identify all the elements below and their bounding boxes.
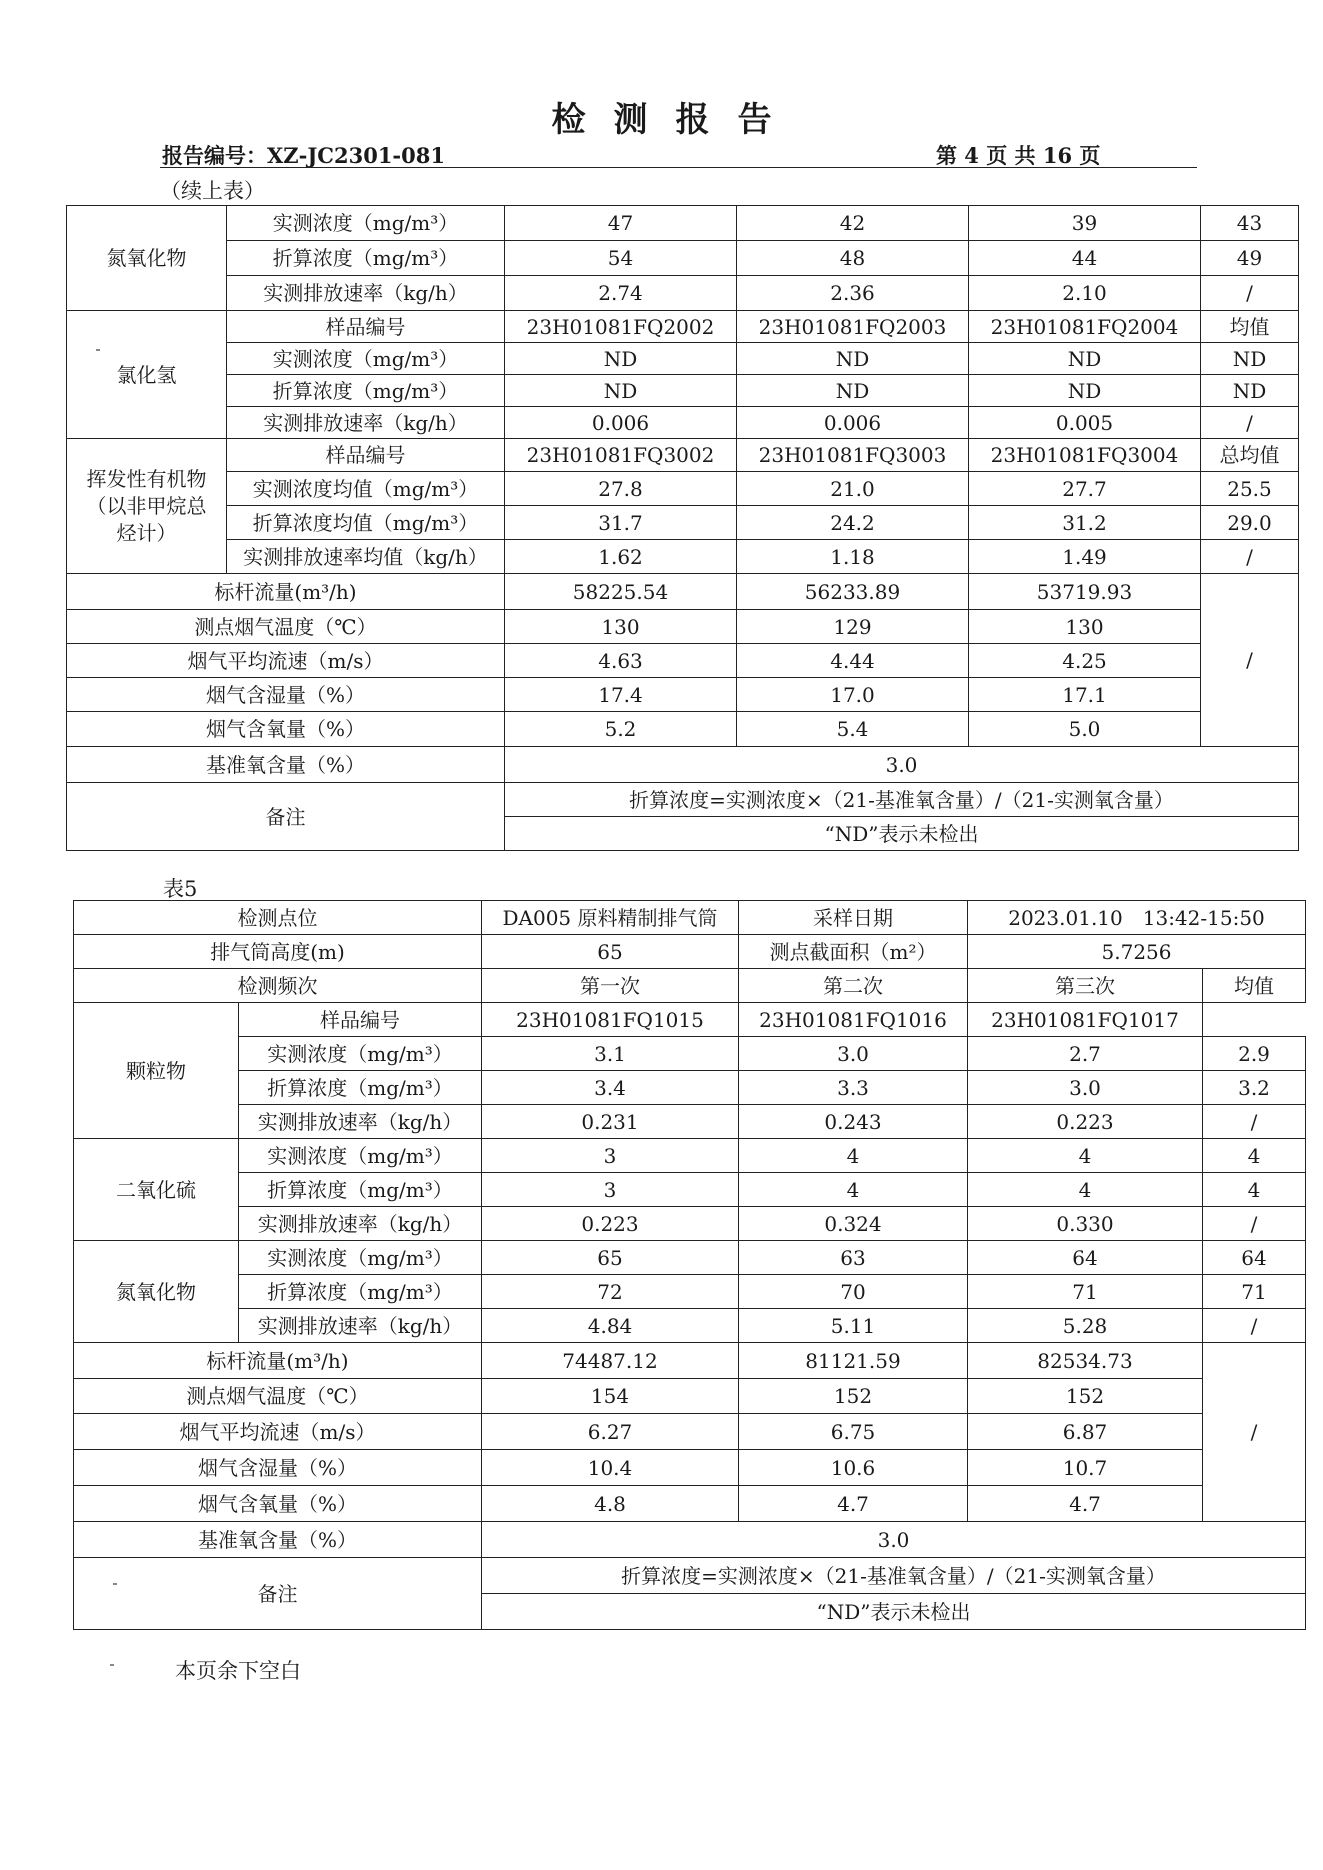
row-label: 实测排放速率（kg/h） xyxy=(239,1105,482,1139)
row-label: 折算浓度（mg/m³） xyxy=(227,241,505,276)
cell: 总均值 xyxy=(1201,439,1299,472)
cell: 42 xyxy=(737,206,969,241)
row-label: 测点烟气温度（℃） xyxy=(74,1379,482,1414)
nox-section xyxy=(74,1241,1306,1343)
continued-label: （续上表） xyxy=(160,179,265,203)
cell: 31.2 xyxy=(969,506,1201,540)
remark-formula: 折算浓度=实测浓度×（21-基准氧含量）/（21-实测氧含量） xyxy=(505,783,1299,817)
cell: 0.006 xyxy=(505,407,737,439)
cell: ND xyxy=(737,375,969,407)
cell: 49 xyxy=(1201,241,1299,276)
height-label: 排气筒高度(m) xyxy=(74,935,482,969)
cell: 3 xyxy=(482,1173,739,1207)
cell: 5.11 xyxy=(739,1309,968,1343)
cell: 1.49 xyxy=(969,540,1201,574)
cell: 4.7 xyxy=(739,1486,968,1522)
avg-cell: / xyxy=(1203,1343,1306,1522)
group-label: 氮氧化物 xyxy=(67,206,227,311)
cell: 3 xyxy=(482,1139,739,1173)
cell: 152 xyxy=(739,1379,968,1414)
row-label: 折算浓度均值（mg/m³） xyxy=(227,506,505,540)
cell: 64 xyxy=(968,1241,1203,1275)
cell: 10.4 xyxy=(482,1450,739,1486)
base-o2-label: 基准氧含量（%） xyxy=(74,1522,482,1558)
cell: 4.44 xyxy=(737,644,969,678)
cell: / xyxy=(1201,540,1299,574)
cell: 81121.59 xyxy=(739,1343,968,1379)
cell: 65 xyxy=(482,1241,739,1275)
row-label: 烟气平均流速（m/s） xyxy=(67,644,505,678)
cell: 4 xyxy=(1203,1173,1306,1207)
cell: 74487.12 xyxy=(482,1343,739,1379)
freq-3: 第三次 xyxy=(968,969,1203,1003)
cell: 82534.73 xyxy=(968,1343,1203,1379)
cell: 均值 xyxy=(1201,311,1299,343)
cell: 23H01081FQ2002 xyxy=(505,311,737,343)
point-label: 检测点位 xyxy=(74,901,482,935)
cell: 4 xyxy=(968,1173,1203,1207)
continued-table xyxy=(66,205,1299,851)
scan-speck xyxy=(110,1664,114,1666)
cell: 23H01081FQ3002 xyxy=(505,439,737,472)
cell: 4 xyxy=(739,1173,968,1207)
cell: 17.4 xyxy=(505,678,737,712)
voc-section xyxy=(67,439,1299,574)
group-label: 氯化氢 xyxy=(67,311,227,439)
row-label: 实测浓度（mg/m³） xyxy=(227,206,505,241)
title-char: 告 xyxy=(737,100,772,140)
scan-speck xyxy=(113,1583,117,1585)
cell: 4.25 xyxy=(969,644,1201,678)
cell: 43 xyxy=(1201,206,1299,241)
cell: 2.36 xyxy=(737,276,969,311)
cell: 63 xyxy=(739,1241,968,1275)
area-label: 测点截面积（m²） xyxy=(739,935,968,969)
cell: 2.10 xyxy=(969,276,1201,311)
cell: 0.243 xyxy=(739,1105,968,1139)
row-label: 实测浓度（mg/m³） xyxy=(239,1139,482,1173)
cell: 3.4 xyxy=(482,1071,739,1105)
cell: 70 xyxy=(739,1275,968,1309)
base-o2-label: 基准氧含量（%） xyxy=(67,747,505,783)
remark-nd: “ND”表示未检出 xyxy=(482,1594,1306,1630)
row-label: 实测浓度（mg/m³） xyxy=(227,343,505,375)
cell: 3.1 xyxy=(482,1037,739,1071)
cell: 23H01081FQ1017 xyxy=(968,1003,1203,1037)
row-label: 样品编号 xyxy=(239,1003,482,1037)
cell: 5.2 xyxy=(505,712,737,747)
cell: 23H01081FQ1015 xyxy=(482,1003,739,1037)
cell: ND xyxy=(1201,375,1299,407)
remark-label: 备注 xyxy=(74,1558,482,1630)
report-number: 报告编号：XZ-JC2301-081 xyxy=(162,143,445,168)
cell: 4 xyxy=(739,1139,968,1173)
cell: 2.74 xyxy=(505,276,737,311)
cell: 154 xyxy=(482,1379,739,1414)
cell: 27.8 xyxy=(505,472,737,506)
so2-section xyxy=(74,1139,1306,1241)
cell: 3.0 xyxy=(739,1037,968,1071)
cell: 0.231 xyxy=(482,1105,739,1139)
cell: 3.2 xyxy=(1203,1071,1306,1105)
group-label: 颗粒物 xyxy=(74,1003,239,1139)
cell: 129 xyxy=(737,610,969,644)
cell: 6.87 xyxy=(968,1414,1203,1450)
cell: 2.9 xyxy=(1203,1037,1306,1071)
cell: 23H01081FQ2003 xyxy=(737,311,969,343)
cell: 4.84 xyxy=(482,1309,739,1343)
cell: ND xyxy=(1201,343,1299,375)
cell: 130 xyxy=(969,610,1201,644)
cell: 23H01081FQ1016 xyxy=(739,1003,968,1037)
cell: ND xyxy=(969,375,1201,407)
cell: ND xyxy=(505,343,737,375)
flow-section xyxy=(67,574,1299,851)
cell: 0.223 xyxy=(482,1207,739,1241)
document-title xyxy=(0,92,1323,141)
row-label: 折算浓度（mg/m³） xyxy=(227,375,505,407)
row-label: 烟气含湿量（%） xyxy=(67,678,505,712)
hcl-section xyxy=(67,311,1299,439)
cell: 71 xyxy=(968,1275,1203,1309)
freq-label: 检测频次 xyxy=(74,969,482,1003)
group-label: 挥发性有机物（以非甲烷总烃计） xyxy=(67,439,227,574)
cell: 31.7 xyxy=(505,506,737,540)
header-rule xyxy=(160,167,1197,168)
cell: 4 xyxy=(968,1139,1203,1173)
page-info: 第 4 页 共 16 页 xyxy=(936,143,1101,168)
cell: / xyxy=(1203,1309,1306,1343)
cell: 10.6 xyxy=(739,1450,968,1486)
cell: 6.75 xyxy=(739,1414,968,1450)
row-label: 样品编号 xyxy=(227,311,505,343)
cell: 4.63 xyxy=(505,644,737,678)
row-label: 实测排放速率（kg/h） xyxy=(227,407,505,439)
remark-label: 备注 xyxy=(67,783,505,851)
row-label: 实测排放速率（kg/h） xyxy=(227,276,505,311)
row-label: 测点烟气温度（℃） xyxy=(67,610,505,644)
cell: ND xyxy=(969,343,1201,375)
point-value: DA005 原料精制排气筒 xyxy=(482,901,739,935)
cell: 23H01081FQ3003 xyxy=(737,439,969,472)
cell: 1.18 xyxy=(737,540,969,574)
cell: ND xyxy=(737,343,969,375)
height-value: 65 xyxy=(482,935,739,969)
cell: 2.7 xyxy=(968,1037,1203,1071)
group-label: 氮氧化物 xyxy=(74,1241,239,1343)
cell: 25.5 xyxy=(1201,472,1299,506)
cell: 5.4 xyxy=(737,712,969,747)
cell: 4 xyxy=(1203,1139,1306,1173)
cell: ND xyxy=(505,375,737,407)
row-label: 实测浓度均值（mg/m³） xyxy=(227,472,505,506)
cell: 0.005 xyxy=(969,407,1201,439)
nox-section xyxy=(67,206,1299,311)
cell: 152 xyxy=(968,1379,1203,1414)
cell: 64 xyxy=(1203,1241,1306,1275)
row-label: 实测排放速率均值（kg/h） xyxy=(227,540,505,574)
row-label: 标杆流量(m³/h) xyxy=(74,1343,482,1379)
cell: 23H01081FQ2004 xyxy=(969,311,1201,343)
info-section xyxy=(74,901,1306,1003)
cell: 1.62 xyxy=(505,540,737,574)
cell: 47 xyxy=(505,206,737,241)
freq-2: 第二次 xyxy=(739,969,968,1003)
cell: / xyxy=(1203,1105,1306,1139)
pm-section xyxy=(74,1003,1306,1139)
cell: 53719.93 xyxy=(969,574,1201,610)
cell: 4.8 xyxy=(482,1486,739,1522)
table5 xyxy=(73,900,1306,1630)
cell: 27.7 xyxy=(969,472,1201,506)
cell: 71 xyxy=(1203,1275,1306,1309)
cell: / xyxy=(1203,1207,1306,1241)
title-char: 检 xyxy=(551,100,586,140)
row-label: 实测排放速率（kg/h） xyxy=(239,1207,482,1241)
cell: 21.0 xyxy=(737,472,969,506)
row-label: 烟气平均流速（m/s） xyxy=(74,1414,482,1450)
cell: 17.0 xyxy=(737,678,969,712)
cell: / xyxy=(1201,276,1299,311)
cell: 5.0 xyxy=(969,712,1201,747)
freq-1: 第一次 xyxy=(482,969,739,1003)
row-label: 折算浓度（mg/m³） xyxy=(239,1071,482,1105)
avg-header: 均值 xyxy=(1203,969,1306,1003)
avg-cell: / xyxy=(1201,574,1299,747)
cell: 3.0 xyxy=(968,1071,1203,1105)
cell: 17.1 xyxy=(969,678,1201,712)
table5-label: 表5 xyxy=(163,877,198,901)
cell: 10.7 xyxy=(968,1450,1203,1486)
cell: 48 xyxy=(737,241,969,276)
cell: 5.28 xyxy=(968,1309,1203,1343)
row-label: 折算浓度（mg/m³） xyxy=(239,1275,482,1309)
row-label: 烟气含氧量（%） xyxy=(67,712,505,747)
cell: 3.3 xyxy=(739,1071,968,1105)
cell: 0.330 xyxy=(968,1207,1203,1241)
row-label: 实测浓度（mg/m³） xyxy=(239,1037,482,1071)
cell: 6.27 xyxy=(482,1414,739,1450)
cell: 0.324 xyxy=(739,1207,968,1241)
cell: 4.7 xyxy=(968,1486,1203,1522)
cell: 54 xyxy=(505,241,737,276)
title-char: 测 xyxy=(613,100,648,140)
remark-formula: 折算浓度=实测浓度×（21-基准氧含量）/（21-实测氧含量） xyxy=(482,1558,1306,1594)
cell: 24.2 xyxy=(737,506,969,540)
footer-note: 本页余下空白 xyxy=(175,1659,301,1683)
group-label: 二氧化硫 xyxy=(74,1139,239,1241)
cell: 39 xyxy=(969,206,1201,241)
row-label: 实测排放速率（kg/h） xyxy=(239,1309,482,1343)
cell: / xyxy=(1201,407,1299,439)
cell: 56233.89 xyxy=(737,574,969,610)
cell: 130 xyxy=(505,610,737,644)
remark-nd: “ND”表示未检出 xyxy=(505,817,1299,851)
row-label: 标杆流量(m³/h) xyxy=(67,574,505,610)
flow-section xyxy=(74,1343,1306,1630)
cell: 29.0 xyxy=(1201,506,1299,540)
row-label: 样品编号 xyxy=(227,439,505,472)
area-value: 5.7256 xyxy=(968,935,1306,969)
row-label: 折算浓度（mg/m³） xyxy=(239,1173,482,1207)
cell: 72 xyxy=(482,1275,739,1309)
cell: 0.223 xyxy=(968,1105,1203,1139)
row-label: 烟气含氧量（%） xyxy=(74,1486,482,1522)
cell: 58225.54 xyxy=(505,574,737,610)
cell: 23H01081FQ3004 xyxy=(969,439,1201,472)
title-char: 报 xyxy=(675,100,710,140)
scan-speck xyxy=(96,349,100,351)
cell: 0.006 xyxy=(737,407,969,439)
date-label: 采样日期 xyxy=(739,901,968,935)
cell: 44 xyxy=(969,241,1201,276)
row-label: 实测浓度（mg/m³） xyxy=(239,1241,482,1275)
base-o2-value: 3.0 xyxy=(482,1522,1306,1558)
row-label: 烟气含湿量（%） xyxy=(74,1450,482,1486)
date-value: 2023.01.10 13:42-15:50 xyxy=(968,901,1306,935)
base-o2-value: 3.0 xyxy=(505,747,1299,783)
